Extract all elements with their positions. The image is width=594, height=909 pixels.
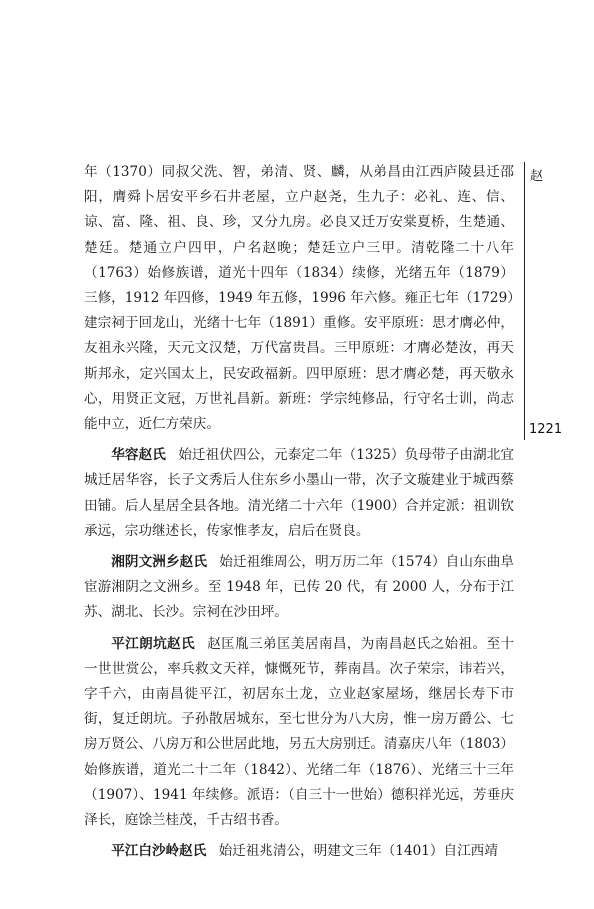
paragraph (84, 839, 514, 864)
entry-heading: 华容赵氏 (111, 447, 166, 464)
entry-heading: 湘阴文洲乡赵氏 (111, 554, 208, 571)
paragraph-text: 赵匡胤三弟匡美居南昌，为南昌赵氏之始祖。至十一世世赏公，率兵救文天祥，慷慨死节，葬南昌。次子荣宗，讳若兴，字千六，由南昌徙平江，初居东土龙，立业赵家屋场，继居长寿下市街，复迁朗坑。子孙散居城东，至七世分为八大房，惟一房万爵公、七房万贤公、八房万和公世居此地，另五大房别迁。清嘉庆八年（1803）始修族谱，道光二十二年（1842）、光绪二年（1876）、光绪三十三年（1907）、1941 年续修。派语：（自三十一世始）德积祥光远，芳垂庆泽长，庭馀兰桂茂，千古绍书香。 (84, 635, 515, 829)
running-head-surname: 赵 (530, 169, 544, 184)
paragraph (84, 160, 514, 437)
margin-rule (524, 162, 525, 440)
paragraph (84, 550, 514, 626)
entry-heading: 平江朗坑赵氏 (111, 635, 195, 652)
paragraph-text: 始迁祖伏四公，元泰定二年（1325）负母带子由湖北宜城迁居华容，长子文秀后人住东乡小墨山一带，次子文璇建业于城西蔡田铺。后人星居全县各地。清光绪二十六年（1900）合并定派：祖训钦承远，宗功继述长，传家惟孝友，启后在贤良。 (84, 447, 515, 539)
paragraph-text: 年（1370）同叔父洗、智，弟清、贤、麟，从弟昌由江西庐陵县迁邵阳，膺舜卜居安平乡石井老屋，立户赵尧，生九子：必礼、连、信、谅、富、隆、祖、良、珍，又分九房。必良又迁万安棠夏桥，生楚通、楚廷。楚通立户四甲，户名赵晚；楚廷立户三甲。清乾隆二十八年（1763）始修族谱，道光十四年（1834）续修，光绪五年（1879）三修，1912 年四修，1949 年五修，1996 年六修。雍正七年（1729）建宗祠于回龙山，光绪十七年（1891）重修。安平原班：思才膺必仲，友祖永兴隆，天元文汉楚，万代富贵昌。三甲原班：才膺必楚汝，再天斯邦永，定兴国太上，民安政福新。四甲原班：思才膺必楚，再天敬永心，用贤正文冠，万世礼昌新。新班：学宗纯修品，行守名士训，尚志能中立，近仁方荣庆。 (84, 164, 515, 433)
page-number: 1221 (529, 422, 563, 437)
paragraph-text: 始迁祖维周公，明万历二年（1574）自山东曲阜宦游湘阴之文洲乡。至 1948 年，已传 20 代，有 2000 人，分布于江苏、湖北、长沙。宗祠在沙田坪。 (84, 554, 515, 621)
paragraph (84, 632, 514, 834)
paragraph (84, 443, 514, 544)
paragraph-text: 始迁祖兆清公，明建文三年（1401）自江西靖 (218, 843, 498, 860)
entry-heading: 平江白沙岭赵氏 (111, 843, 207, 860)
body-text (84, 160, 514, 864)
